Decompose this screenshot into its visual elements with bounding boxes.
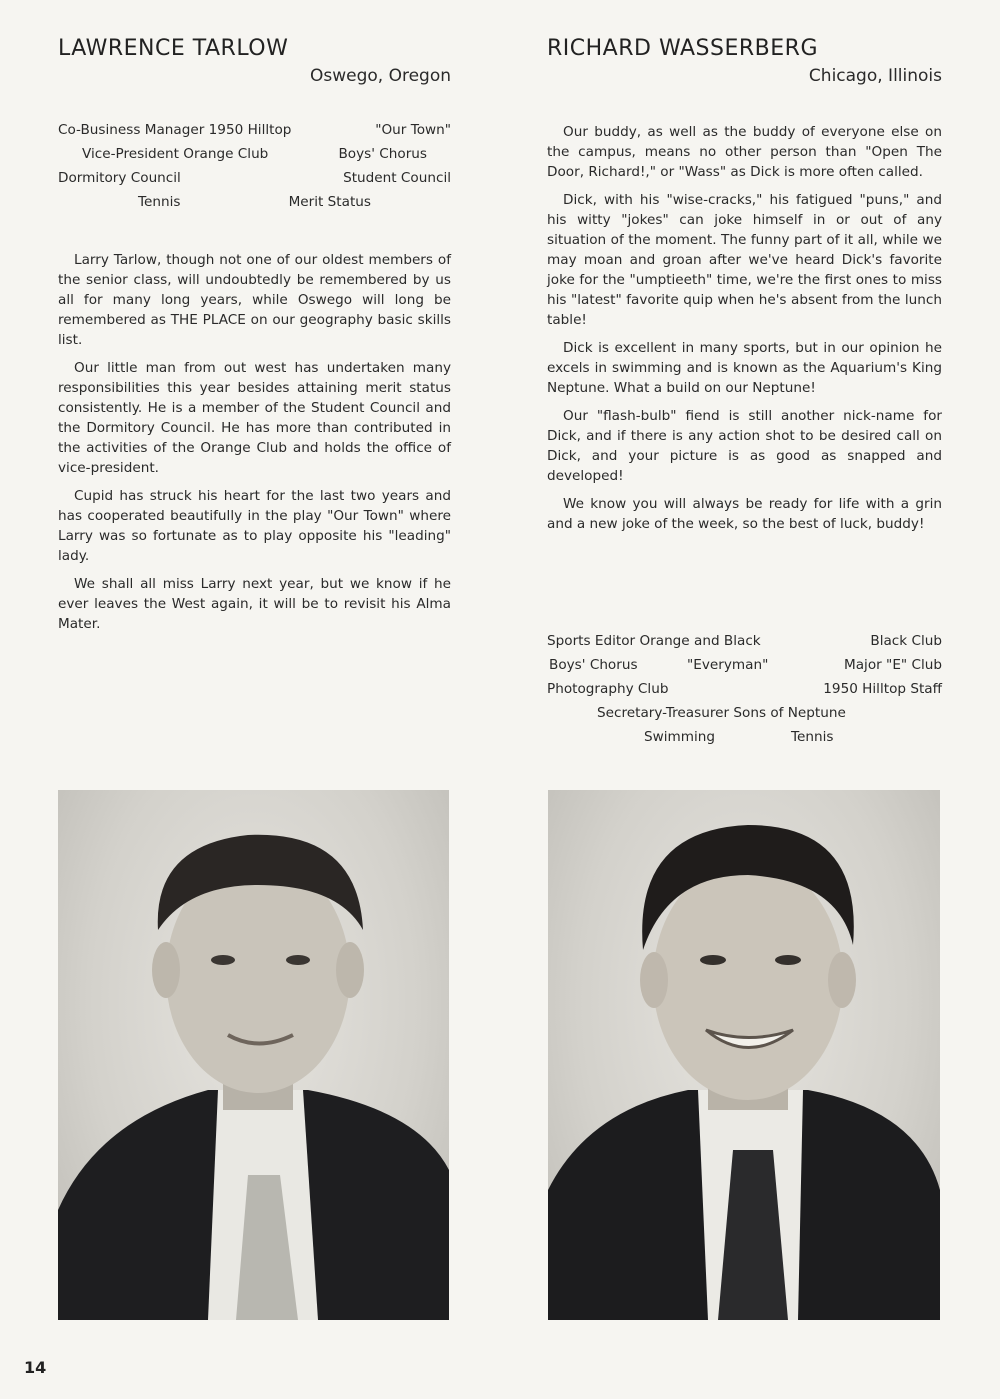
activity-line	[58, 170, 451, 190]
biography	[58, 250, 451, 642]
activity-line	[547, 633, 942, 653]
activity: Dormitory Council	[58, 170, 181, 186]
activity: Swimming	[644, 729, 716, 745]
student-name: LAWRENCE TARLOW	[58, 36, 289, 61]
bio-paragraph: Larry Tarlow, though not one of our oldest members of the senior class, will undoubtedly be remembered by us all for many long years, while Oswego will long be remembered as THE PLACE on our geography basic skills list.	[58, 252, 451, 348]
activity: Tennis	[791, 729, 834, 745]
bio-paragraph: Dick, with his "wise-cracks," his fatigued "puns," and his witty "jokes" can joke himself in or out of any situation of the moment. The funny part of it all, while we may moan and groan after we've heard Dick's favorite joke for the "umptieeth" time, we're the first ones to miss his "latest" favorite quip when he's absent from the lunch table!	[547, 192, 942, 328]
portrait-illustration	[58, 790, 449, 1320]
activity: Boys' Chorus	[338, 146, 427, 162]
bio-paragraph: Our buddy, as well as the buddy of everyone else on the campus, means no other person than "Open The Door, Richard!," or "Wass" as Dick is more often called.	[547, 124, 942, 180]
activity: Student Council	[343, 170, 451, 186]
activity: "Our Town"	[375, 122, 451, 138]
activity-line	[547, 681, 942, 701]
bio-paragraph: Our "flash-bulb" fiend is still another nick-name for Dick, and if there is any action shot to be desired call on Dick, and your picture is as good as snapped and developed!	[547, 408, 942, 484]
activity-line	[58, 122, 451, 142]
page-number: 14	[24, 1358, 47, 1377]
bio-paragraph: We shall all miss Larry next year, but we know if he ever leaves the West again, it will be to revisit his Alma Mater.	[58, 576, 451, 632]
activity: 1950 Hilltop Staff	[823, 681, 942, 697]
portrait-photo-left	[58, 790, 449, 1320]
right-profile	[547, 0, 942, 760]
activity-line	[58, 194, 451, 214]
activity-line	[547, 657, 942, 677]
activity-line	[547, 705, 942, 725]
activity: Black Club	[870, 633, 942, 649]
left-profile	[58, 0, 451, 660]
activity: Vice-President Orange Club	[82, 146, 269, 162]
activity-line	[547, 729, 942, 749]
activity-line	[58, 146, 451, 166]
student-name: RICHARD WASSERBERG	[547, 36, 818, 61]
hometown: Oswego, Oregon	[309, 66, 451, 86]
portrait-illustration	[548, 790, 940, 1320]
activity: Sports Editor Orange and Black	[547, 633, 761, 649]
activity: Boys' Chorus	[549, 657, 638, 673]
bio-paragraph: We know you will always be ready for life with a grin and a new joke of the week, so the best of luck, buddy!	[547, 496, 942, 532]
bio-paragraph: Our little man from out west has undertaken many responsibilities this year besides attaining merit status consistently. He is a member of the Student Council and the Dormitory Council. He has more than contributed in the activities of the Orange Club and holds the office of vice-president.	[58, 360, 451, 476]
activity: Secretary-Treasurer Sons of Neptune	[597, 705, 846, 721]
bio-paragraph: Cupid has struck his heart for the last two years and has cooperated beautifully in the play "Our Town" where Larry was so fortunate as to play opposite his "leading" lady.	[58, 488, 451, 564]
biography	[547, 122, 942, 542]
portrait-photo-right	[548, 790, 940, 1320]
activity: Merit Status	[288, 194, 371, 210]
activity: "Everyman"	[687, 657, 769, 673]
activity: Co-Business Manager 1950 Hilltop	[58, 122, 292, 138]
activity: Photography Club	[547, 681, 669, 697]
hometown: Chicago, Illinois	[808, 66, 942, 86]
activity: Tennis	[138, 194, 181, 210]
activity: Major "E" Club	[844, 657, 942, 673]
bio-paragraph: Dick is excellent in many sports, but in our opinion he excels in swimming and is known as the Aquarium's King Neptune. What a build on our Neptune!	[547, 340, 942, 396]
